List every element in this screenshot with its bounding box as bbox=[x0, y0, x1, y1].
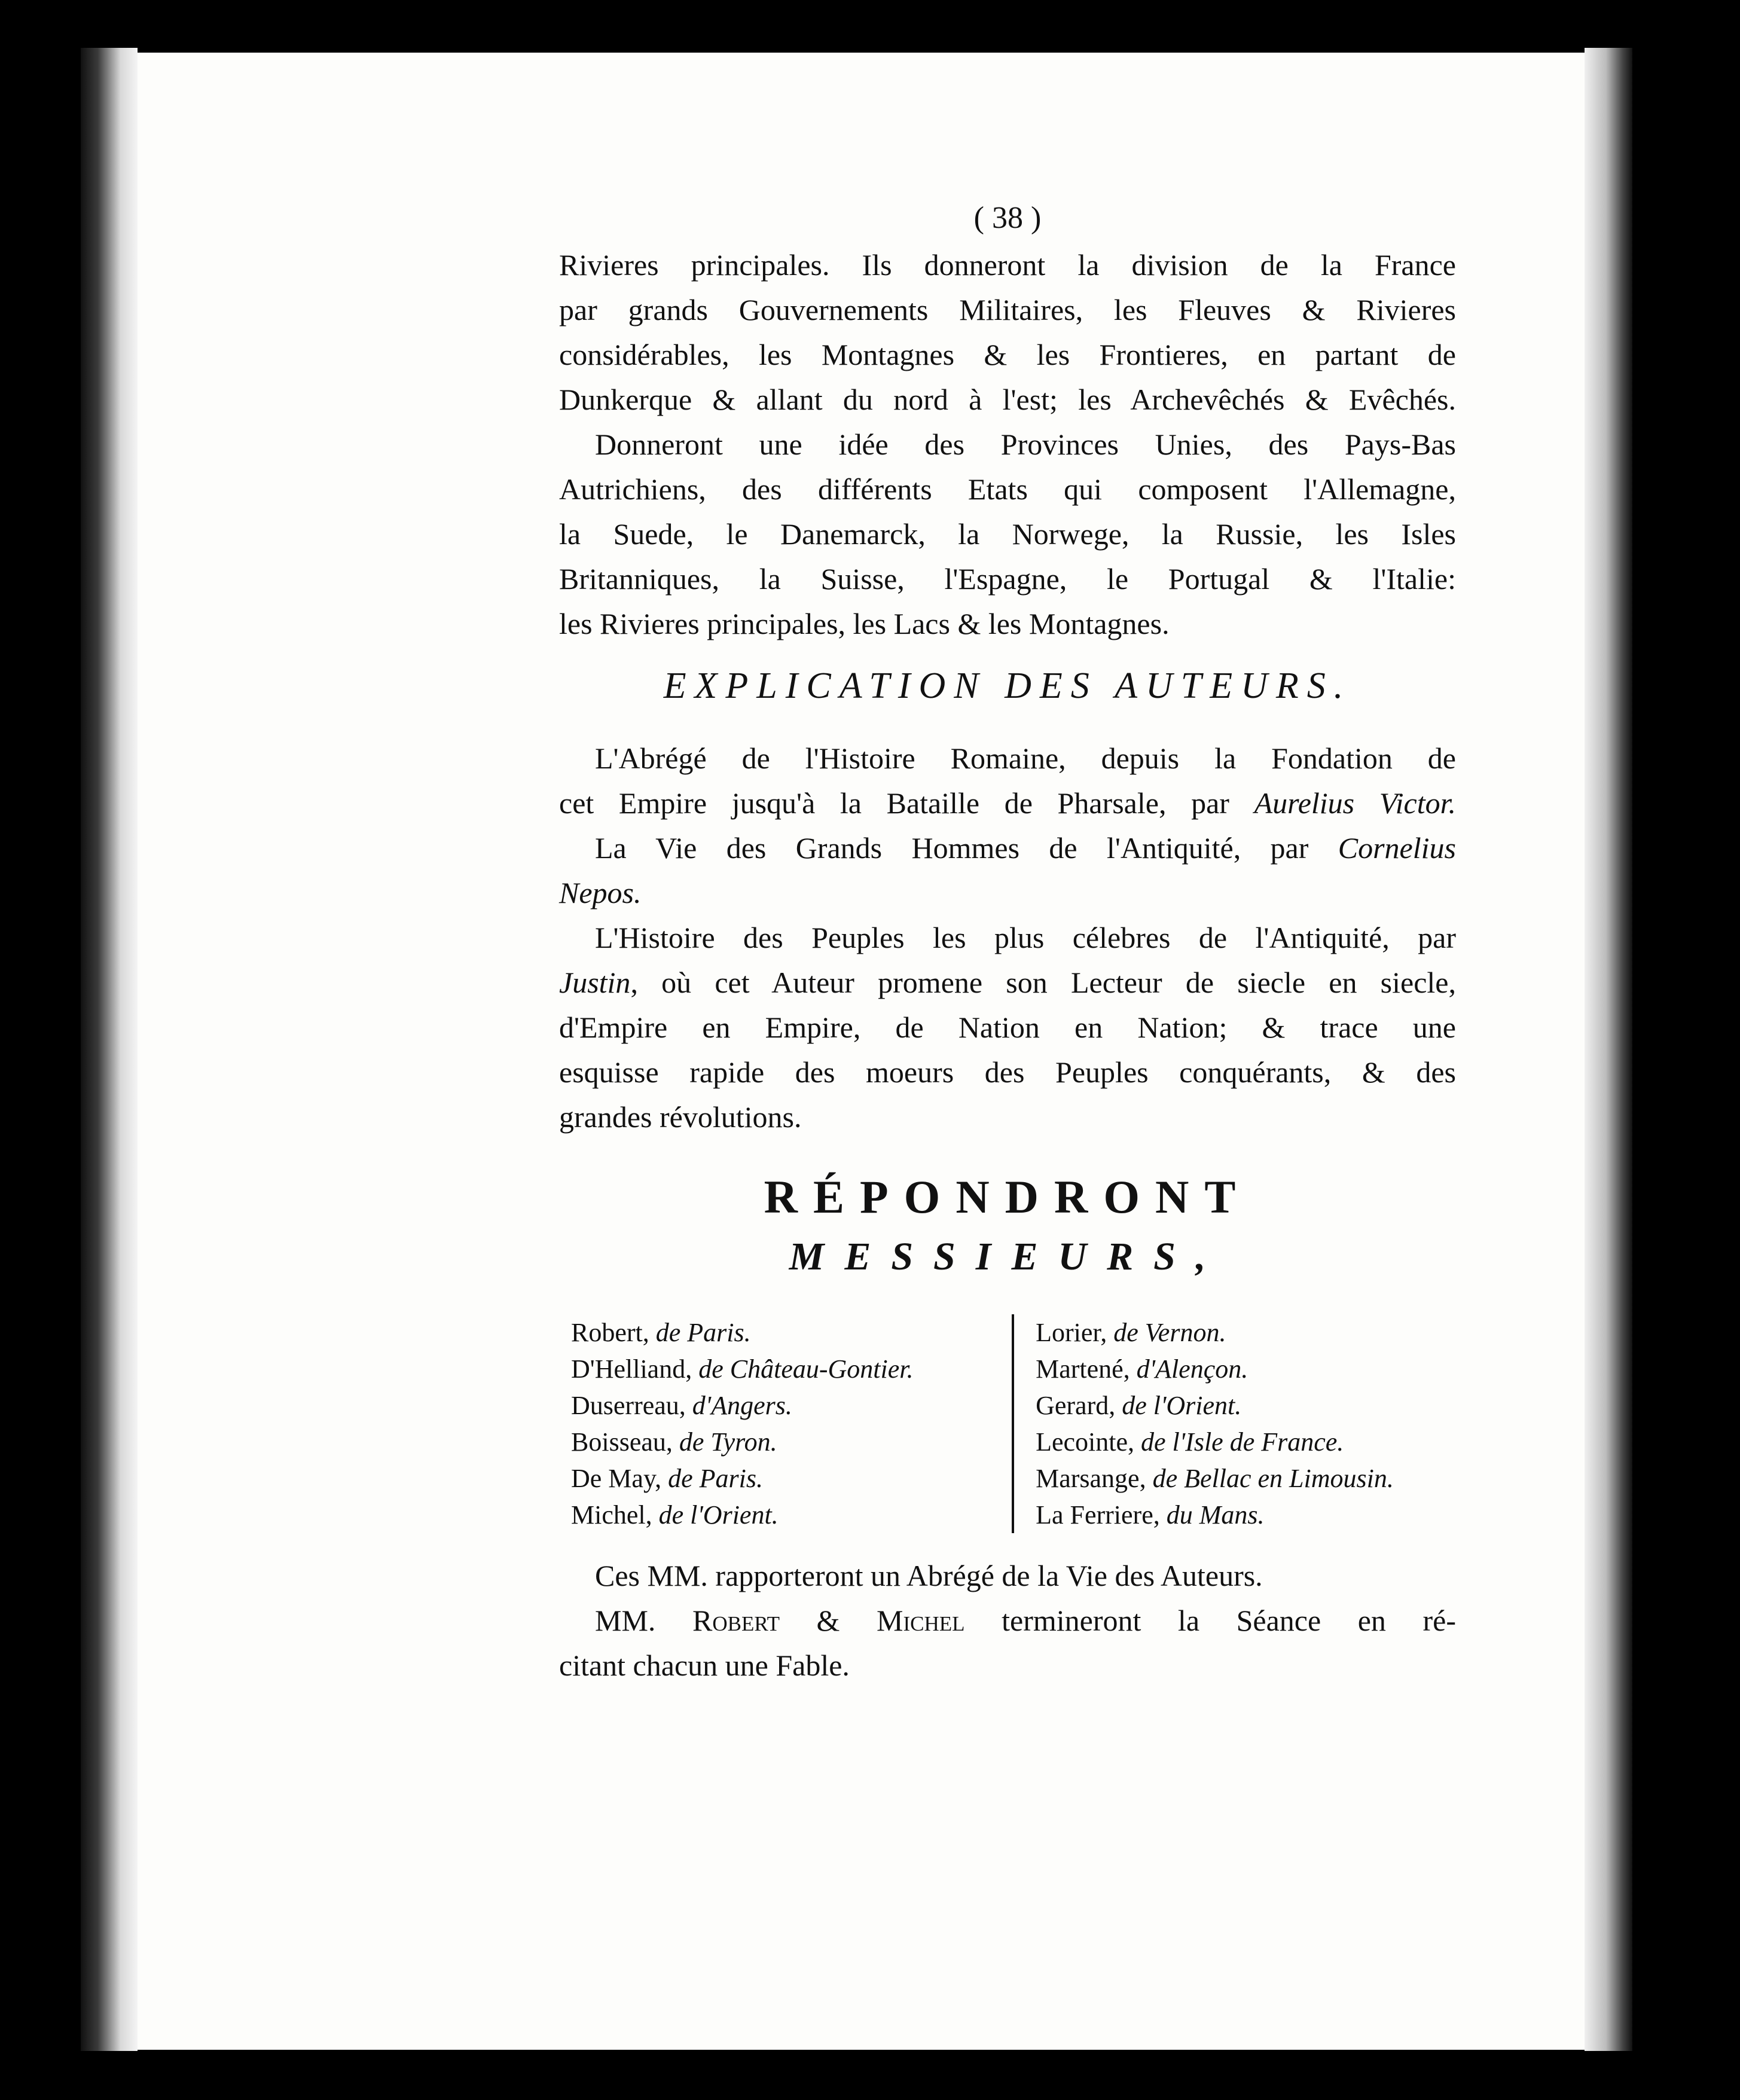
student-entry: De May, de Paris. bbox=[571, 1464, 763, 1493]
text-line: Rivieres principales. Ils donneront la division de la France bbox=[559, 248, 1456, 282]
text-line: Autrichiens, des différents Etats qui composent l'Allemagne, bbox=[559, 472, 1456, 506]
student-entry: Boisseau, de Tyron. bbox=[571, 1427, 777, 1457]
student-entry: D'Helliand, de Château-Gontier. bbox=[571, 1354, 914, 1384]
text-line: considérables, les Montagnes & les Frontieres, en partant de bbox=[559, 338, 1456, 371]
paragraph-closing bbox=[559, 1553, 1456, 1688]
text-line: Ces MM. rapporteront un Abrégé de la Vie des Auteurs. bbox=[595, 1559, 1263, 1592]
text-line: cet Empire jusqu'à la Bataille de Pharsale, par Aurelius Victor. bbox=[559, 786, 1456, 820]
text-line: citant chacun une Fable. bbox=[559, 1649, 850, 1682]
author-name: Justin bbox=[559, 966, 631, 999]
student-column-left bbox=[571, 1314, 1012, 1533]
binding-edge-left bbox=[81, 48, 138, 2051]
student-entry: Duserreau, d'Angers. bbox=[571, 1391, 792, 1420]
student-entry: Martené, d'Alençon. bbox=[1036, 1354, 1248, 1384]
section-heading-messieurs: MESSIEURS, bbox=[789, 1235, 1226, 1278]
paragraph-geography-europe bbox=[559, 422, 1456, 646]
student-entry: Marsange, de Bellac en Limousin. bbox=[1036, 1464, 1394, 1493]
text-line: MM. Robert & Michel termineront la Séance en ré- bbox=[595, 1604, 1456, 1637]
student-entry: La Ferriere, du Mans. bbox=[1036, 1500, 1265, 1530]
student-entry: Lecointe, de l'Isle de France. bbox=[1036, 1427, 1344, 1457]
section-heading-repondront: RÉPONDRONT bbox=[764, 1171, 1251, 1223]
student-entry: Robert, de Paris. bbox=[571, 1318, 751, 1347]
text-line: par grands Gouvernements Militaires, les Fleuves & Rivieres bbox=[559, 293, 1456, 326]
student-name: Michel bbox=[877, 1604, 965, 1637]
text-line bbox=[559, 871, 1456, 915]
paragraph-auteurs bbox=[559, 736, 1456, 1140]
text-line: grandes révolutions. bbox=[559, 1100, 802, 1134]
student-column-right bbox=[1012, 1314, 1456, 1533]
text-line: La Vie des Grands Hommes de l'Antiquité, par Cornelius bbox=[595, 831, 1456, 865]
section-heading-explication: EXPLICATION DES AUTEURS. bbox=[663, 666, 1352, 706]
student-name: Robert bbox=[692, 1604, 780, 1637]
text-line: la Suede, le Danemarck, la Norwege, la Russie, les Isles bbox=[559, 517, 1456, 551]
author-name: Nepos. bbox=[559, 876, 642, 909]
text-line: les Rivieres principales, les Lacs & les Montagnes. bbox=[559, 607, 1170, 640]
student-list bbox=[571, 1314, 1456, 1533]
author-name: Cornelius bbox=[1338, 831, 1456, 865]
page-text bbox=[559, 197, 1456, 1688]
student-entry: Lorier, de Vernon. bbox=[1036, 1318, 1226, 1347]
text-line: L'Abrégé de l'Histoire Romaine, depuis la Fondation de bbox=[595, 741, 1456, 775]
student-entry: Michel, de l'Orient. bbox=[571, 1500, 779, 1530]
paragraph-geography-france bbox=[559, 243, 1456, 422]
text-line: Dunkerque & allant du nord à l'est; les Archevêchés & Evêchés. bbox=[559, 383, 1456, 416]
text-line: Donneront une idée des Provinces Unies, des Pays-Bas bbox=[595, 428, 1456, 461]
text-line: Britanniques, la Suisse, l'Espagne, le Portugal & l'Italie: bbox=[559, 562, 1456, 596]
text-line: esquisse rapide des moeurs des Peuples conquérants, & des bbox=[559, 1055, 1456, 1089]
author-name: Aurelius Victor. bbox=[1254, 786, 1456, 820]
text-line: L'Histoire des Peuples les plus célebres de l'Antiquité, par bbox=[595, 921, 1456, 954]
page-number: ( 38 ) bbox=[973, 201, 1042, 235]
text-line: Justin, où cet Auteur promene son Lecteur de siecle en siecle, bbox=[559, 966, 1456, 999]
student-entry: Gerard, de l'Orient. bbox=[1036, 1391, 1242, 1420]
text-line: d'Empire en Empire, de Nation en Nation; & trace une bbox=[559, 1011, 1456, 1044]
page-edge-right bbox=[1585, 48, 1632, 2051]
